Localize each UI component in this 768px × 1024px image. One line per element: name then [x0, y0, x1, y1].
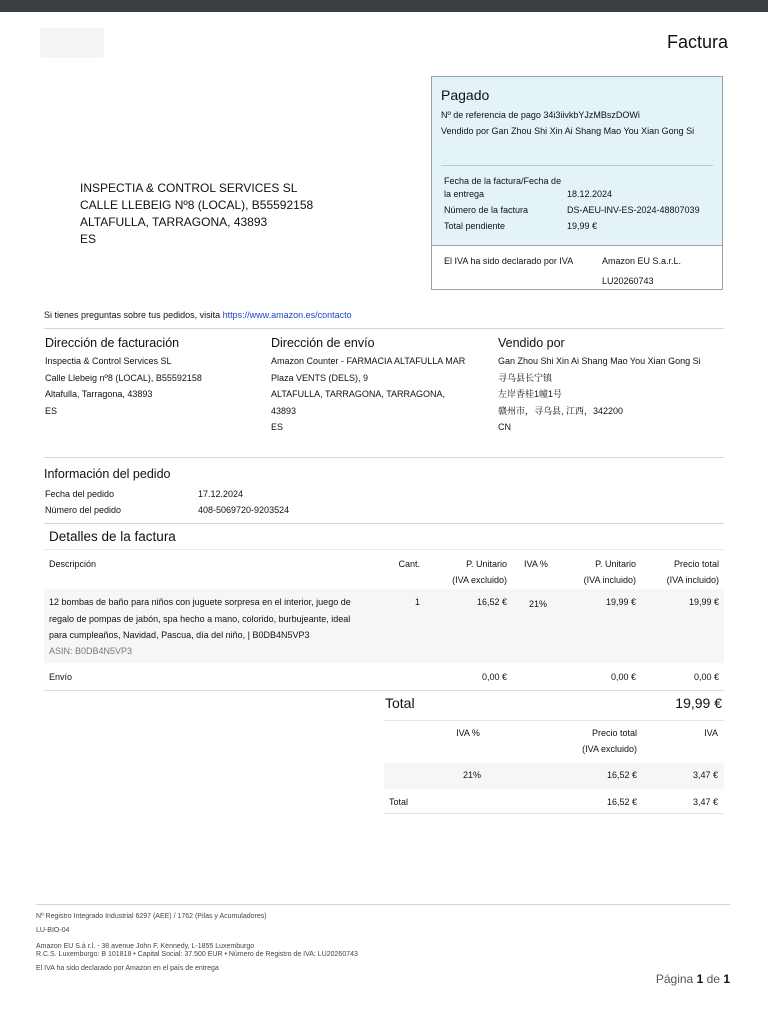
shipping-line: Plaza VENTS (DELS), 9 [271, 372, 369, 383]
logo-placeholder [40, 28, 104, 58]
document-title: Factura [666, 32, 728, 52]
col-unit-excl-line: P. Unitario [466, 559, 507, 569]
payment-sold-by: Vendido por Gan Zhou Shi Xin Ai Shang Mao You Xian Gong Si [441, 126, 695, 136]
vat-summary-col-pct: IVA % [456, 728, 480, 738]
page-indicator [656, 972, 730, 986]
item-asin: ASIN: B0DB4N5VP3 [49, 646, 133, 656]
shipping-unit-excl: 0,00 € [481, 672, 507, 682]
vat-summary-col-vat: IVA [704, 728, 718, 738]
footer-company-address: Amazon EU S.à r.l. - 38 avenue John F. Kennedy, L-1855 Luxemburgo [36, 943, 255, 950]
shipping-heading: Dirección de envío [271, 336, 375, 350]
footer-rcs: R.C.S. Luxemburgo: B 101818 • Capital Social: 37.500 EUR • Número de Registro de IVA: LU20260743 [36, 951, 358, 958]
item-unit-excl: 16,52 € [476, 597, 507, 607]
customer-address [80, 180, 313, 248]
top-bar [0, 0, 768, 12]
shipping-line: ALTAFULLA, TARRAGONA, TARRAGONA, 43893 [271, 389, 446, 416]
seller-line: CN [498, 422, 511, 432]
col-description: Descripción [49, 559, 97, 569]
divider [441, 165, 713, 166]
col-qty: Cant. [398, 559, 420, 569]
page-total: 1 [723, 972, 730, 986]
seller-address [498, 336, 724, 436]
vat-declared-value: Amazon EU S.a.r.L. LU20260743 [602, 256, 682, 286]
shipping-line: Amazon Counter - FARMACIA ALTAFULLA MAR [271, 356, 466, 366]
contact-link[interactable]: https://www.amazon.es/contacto [222, 310, 352, 320]
col-unit-incl-line: (IVA incluido) [583, 575, 636, 585]
col-unit-excl [430, 556, 507, 588]
footer-vat-note: El IVA ha sido declarado por Amazon en el país de entrega [36, 965, 219, 972]
vat-declared-label: El IVA ha sido declarado por IVA [444, 256, 574, 266]
contact-note [44, 310, 352, 320]
payment-reference: Nº de referencia de pago 34i3iivkbYJzMBszDOWi [441, 110, 640, 120]
divider [384, 813, 724, 814]
page-of: de [706, 972, 720, 986]
item-description: 12 bombas de baño para niños con juguete sorpresa en el interior, juego de regalo de pompas de jabón, spa hecho a mano, colorido, burbujeante, ideal para cumpleaños, Navidad, Pascua, día del niño, | B0DB4N5VP3 [49, 597, 351, 640]
item-qty: 1 [414, 597, 420, 607]
col-unit-incl-line: P. Unitario [595, 559, 636, 569]
divider [44, 523, 724, 524]
shipping-address [271, 336, 471, 436]
vat-summary-row-total: 16,52 € [606, 770, 637, 780]
divider [384, 720, 724, 721]
vat-summary-row-vat: 3,47 € [692, 770, 718, 780]
footer-divider [36, 904, 730, 905]
order-date-value: 17.12.2024 [198, 489, 244, 499]
payment-status-box [431, 76, 723, 290]
billing-line: Calle Llebeig nº8 (LOCAL), B55592158 [45, 372, 202, 383]
seller-line: 寻乌县长宁镇 [498, 372, 553, 383]
col-unit-excl-line: (IVA excluido) [452, 575, 507, 585]
col-total-line: (IVA incluido) [666, 575, 719, 585]
invoice-date-value: 18.12.2024 [567, 189, 613, 199]
footer-registry: Nº Registro Integrado Industrial 6297 (AEE) / 1762 (Pilas y Acumuladores) [36, 913, 267, 920]
vat-summary-row-pct: 21% [462, 770, 481, 780]
seller-line: 赣州市，寻乌县, 江西，342200 [498, 405, 624, 416]
total-pending-value: 19,99 € [567, 221, 598, 231]
customer-address-line: INSPECTIA & CONTROL SERVICES SL [80, 181, 298, 195]
col-total [645, 556, 719, 588]
invoice-number-value: DS-AEU-INV-ES-2024-48807039 [567, 205, 700, 215]
item-total: 19,99 € [688, 597, 719, 607]
total-pending-label: Total pendiente [444, 221, 506, 231]
grand-total-value: 19,99 € [675, 695, 722, 711]
shipping-total: 0,00 € [693, 672, 719, 682]
divider [44, 328, 724, 329]
col-vat-pct: IVA % [524, 559, 548, 569]
invoice-number-label: Número de la factura [444, 205, 529, 215]
col-unit-incl [560, 556, 636, 588]
vat-summary-total-label: Total [389, 797, 409, 807]
seller-line: 左岸香桂1幢1号 [498, 389, 563, 399]
invoice-date-label: Fecha de la factura/Fecha de la entrega [444, 176, 562, 199]
customer-address-line: ALTAFULLA, TARRAGONA, 43893 [80, 215, 268, 229]
grand-total-label: Total [385, 695, 415, 711]
order-date-label: Fecha del pedido [45, 489, 115, 499]
vat-summary-col-total [555, 725, 637, 757]
item-unit-incl: 19,99 € [605, 597, 636, 607]
payment-status: Pagado [441, 87, 490, 103]
vat-summary-total-vat: 3,47 € [692, 797, 718, 807]
footer-bio-code: LU-BIO-04 [36, 927, 70, 934]
divider [432, 245, 722, 246]
seller-heading: Vendido por [498, 336, 565, 350]
billing-address [45, 336, 255, 419]
vat-summary-col-total-line: Precio total [591, 728, 637, 738]
shipping-unit-incl: 0,00 € [610, 672, 636, 682]
order-number-value: 408-5069720-9203524 [198, 505, 290, 515]
billing-line: Inspectia & Control Services SL [45, 356, 172, 366]
order-number-label: Número del pedido [45, 505, 122, 515]
page-number: 1 [696, 972, 704, 986]
divider [44, 690, 724, 691]
billing-line: Altafulla, Tarragona, 43893 [45, 389, 153, 399]
customer-address-line: ES [80, 232, 97, 246]
col-total-line: Precio total [673, 559, 719, 569]
divider [44, 549, 724, 550]
item-vat-pct: 21% [529, 599, 548, 609]
shipping-label: Envío [49, 672, 73, 682]
shipping-line: ES [271, 422, 284, 432]
vat-summary-col-total-line: (IVA excluido) [582, 744, 637, 754]
contact-text: Si tienes preguntas sobre tus pedidos, visita [44, 310, 221, 320]
order-info-heading: Información del pedido [44, 467, 171, 481]
customer-address-line: CALLE LLEBEIG Nº8 (LOCAL), B55592158 [80, 198, 314, 212]
seller-line: Gan Zhou Shi Xin Ai Shang Mao You Xian Gong Si [498, 356, 701, 366]
vat-summary-total-total: 16,52 € [606, 797, 637, 807]
billing-line: ES [45, 405, 58, 416]
invoice-details-heading: Detalles de la factura [49, 529, 176, 544]
divider [44, 457, 724, 458]
page-prefix: Página [655, 972, 694, 986]
billing-heading: Dirección de facturación [45, 336, 180, 350]
